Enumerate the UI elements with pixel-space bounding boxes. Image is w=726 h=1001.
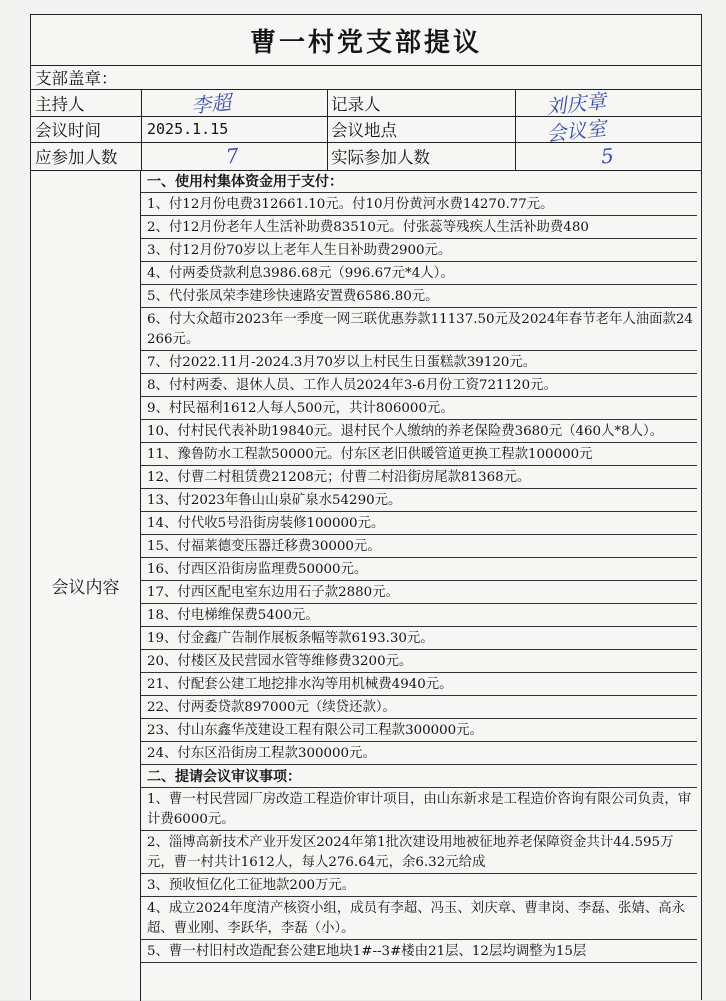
section-heading: 二、提请会议审议事项： <box>141 765 703 788</box>
place-signature: 会议室 <box>545 115 608 146</box>
content-item: 16、付西区沿街房监理费50000元。 <box>141 558 703 581</box>
content-item: 20、付楼区及民营园水管等维修费3200元。 <box>141 650 703 673</box>
recorder-label: 记录人 <box>331 94 381 114</box>
time-label: 会议时间 <box>35 121 101 140</box>
time-value: 2025.1.15 <box>147 120 229 138</box>
content-item: 6、付大众超市2023年一季度一网三联优惠券款11137.50元及2024年春节老年人油面款24266元。 <box>141 308 703 351</box>
host-label: 主持人 <box>35 94 85 114</box>
content-item: 3、预收恒亿化工征地款200万元。 <box>141 874 703 897</box>
content-item: 5、曹一村旧村改造配套公建E地块1#--3#楼由21层、12层均调整为15层 <box>141 940 703 963</box>
content-item: 10、付村民代表补助19840元。退村民个人缴纳的养老保险费3680元（460人*8人）。 <box>141 420 703 443</box>
seal-label: 支部盖章： <box>35 69 118 88</box>
content-item: 8、付村两委、退休人员、工作人员2024年3-6月份工资721120元。 <box>141 374 703 397</box>
proposal-form <box>30 14 702 1000</box>
content-item: 19、付金鑫广告制作展板条幅等款6193.30元。 <box>141 627 703 650</box>
content-item: 23、付山东鑫华茂建设工程有限公司工程款300000元。 <box>141 719 703 742</box>
content-item: 15、付福莱德变压器迁移费30000元。 <box>141 535 703 558</box>
content-item: 3、付12月份70岁以上老年人生日补助费2900元。 <box>141 239 703 262</box>
content-item: 14、付代收5号沿街房装修100000元。 <box>141 512 703 535</box>
place-label: 会议地点 <box>331 121 397 140</box>
content-item: 22、付两委贷款897000元（续贷还款）。 <box>141 696 703 719</box>
meeting-content <box>141 170 703 1001</box>
content-item: 9、村民福利1612人每人500元，共计806000元。 <box>141 397 703 420</box>
document-title: 曹一村党支部提议 <box>249 27 482 58</box>
meeting-content-label: 会议内容 <box>31 170 141 1001</box>
content-item: 4、成立2024年度清产核资小组，成员有李超、冯玉、刘庆章、曹聿岗、李磊、张婧、高永超、曹业刚、李跃华，李磊（小）。 <box>141 897 703 940</box>
content-item: 11、豫鲁防水工程款50000元。付东区老旧供暖管道更换工程款100000元 <box>141 443 703 466</box>
expected-attendance-value: 7 <box>224 143 240 169</box>
content-item: 2、付12月份老年人生活补助费83510元。付张蕊等残疾人生活补助费480 <box>141 216 703 239</box>
content-item: 13、付2023年鲁山山泉矿泉水54290元。 <box>141 489 703 512</box>
content-item: 12、付曹二村租赁费21208元；付曹二村沿街房尾款81368元。 <box>141 466 703 489</box>
content-item: 1、曹一村民营园厂房改造工程造价审计项目，由山东新求是工程造价咨询有限公司负责，审计费6000元。 <box>141 788 703 831</box>
content-item: 1、付12月份电费312661.10元。付10月份黄河水费14270.77元。 <box>141 193 703 216</box>
content-item: 7、付2022.11月-2024.3月70岁以上村民生日蛋糕款39120元。 <box>141 351 703 374</box>
actual-attendance-label: 实际参加人数 <box>331 148 430 167</box>
content-item: 21、付配套公建工地挖排水沟等用机械费4940元。 <box>141 673 703 696</box>
actual-attendance-value: 5 <box>599 143 615 169</box>
content-item: 2、淄博高新技术产业开发区2024年第1批次建设用地被征地养老保障资金共计44.595万元，曹一村共计1612人，每人276.64元，余6.32元给成 <box>141 831 703 874</box>
content-item: 18、付电梯维保费5400元。 <box>141 604 703 627</box>
content-item: 4、付两委贷款利息3986.68元（996.67元*4人）。 <box>141 262 703 285</box>
divider <box>515 89 516 170</box>
content-item: 24、付东区沿街房工程款300000元。 <box>141 742 703 765</box>
expected-attendance-label: 应参加人数 <box>35 148 118 167</box>
host-signature: 李超 <box>190 89 233 119</box>
content-item: 5、代付张凤荣李建珍快速路安置费6586.80元。 <box>141 285 703 308</box>
recorder-signature: 刘庆章 <box>545 88 608 120</box>
content-item: 17、付西区配电室东边用石子款2880元。 <box>141 581 703 604</box>
section-heading: 一、使用村集体资金用于支付： <box>141 170 703 193</box>
